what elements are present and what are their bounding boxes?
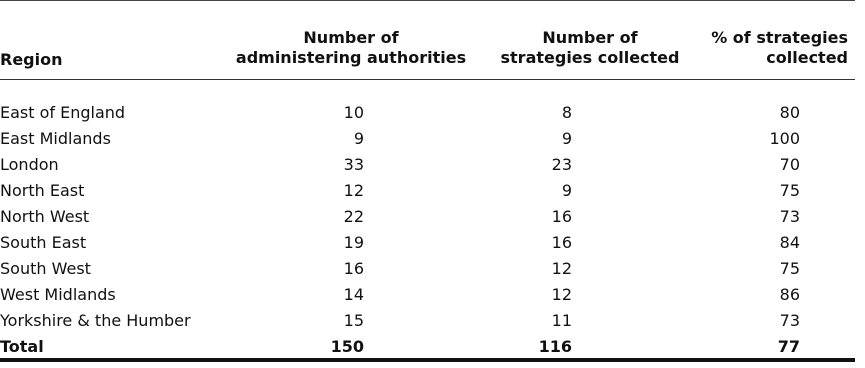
cell-authorities: 14 (343, 285, 364, 304)
cell-authorities: 22 (343, 207, 364, 226)
table-row (0, 152, 855, 178)
cell-strategies: 16 (551, 207, 572, 226)
cell-authorities: 10 (343, 103, 364, 122)
cell-authorities: 9 (353, 129, 364, 148)
cell-authorities: 12 (343, 181, 364, 200)
cell-authorities: 16 (343, 259, 364, 278)
cell-strategies: 8 (561, 103, 572, 122)
top-rule (0, 0, 855, 1)
total-strategies: 116 (538, 337, 572, 356)
cell-percent: 100 (769, 129, 800, 148)
cell-region: North West (0, 207, 90, 226)
table-row (0, 230, 855, 256)
cell-authorities: 33 (343, 155, 364, 174)
cell-region: Yorkshire & the Humber (0, 311, 191, 330)
header-percent (700, 28, 848, 68)
cell-region: London (0, 155, 59, 174)
header-authorities-line2: administering authorities (235, 48, 467, 67)
total-authorities: 150 (330, 337, 364, 356)
table-row (0, 178, 855, 204)
cell-authorities: 15 (343, 311, 364, 330)
header-authorities (228, 28, 474, 68)
table-row (0, 308, 855, 334)
cell-region: North East (0, 181, 85, 200)
cell-percent: 70 (779, 155, 800, 174)
bottom-rule (0, 358, 855, 362)
cell-strategies: 12 (551, 285, 572, 304)
cell-strategies: 16 (551, 233, 572, 252)
cell-strategies: 12 (551, 259, 572, 278)
table-body (0, 100, 855, 360)
total-row (0, 334, 855, 360)
header-region: Region (0, 50, 63, 69)
cell-strategies: 9 (561, 129, 572, 148)
table-row (0, 204, 855, 230)
cell-percent: 73 (779, 207, 800, 226)
header-authorities-line1: Number of (303, 28, 399, 47)
cell-strategies: 9 (561, 181, 572, 200)
cell-percent: 84 (779, 233, 800, 252)
header-rule (0, 79, 855, 80)
cell-strategies: 11 (551, 311, 572, 330)
table-row (0, 100, 855, 126)
cell-percent: 75 (779, 259, 800, 278)
cell-percent: 80 (779, 103, 800, 122)
cell-authorities: 19 (343, 233, 364, 252)
cell-strategies: 23 (551, 155, 572, 174)
total-percent: 77 (777, 337, 800, 356)
header-percent-line1: % of strategies (711, 28, 848, 47)
cell-region: West Midlands (0, 285, 116, 304)
header-strategies-line1: Number of (542, 28, 638, 47)
cell-percent: 86 (779, 285, 800, 304)
total-label: Total (0, 337, 44, 356)
cell-region: South East (0, 233, 87, 252)
table-row (0, 282, 855, 308)
header-strategies (490, 28, 690, 68)
table-row (0, 126, 855, 152)
cell-percent: 73 (779, 311, 800, 330)
cell-region: East Midlands (0, 129, 111, 148)
cell-region: East of England (0, 103, 126, 122)
header-percent-line2: collected (766, 48, 848, 67)
cell-region: South West (0, 259, 91, 278)
header-strategies-line2: strategies collected (500, 48, 680, 67)
table-row (0, 256, 855, 282)
cell-percent: 75 (779, 181, 800, 200)
